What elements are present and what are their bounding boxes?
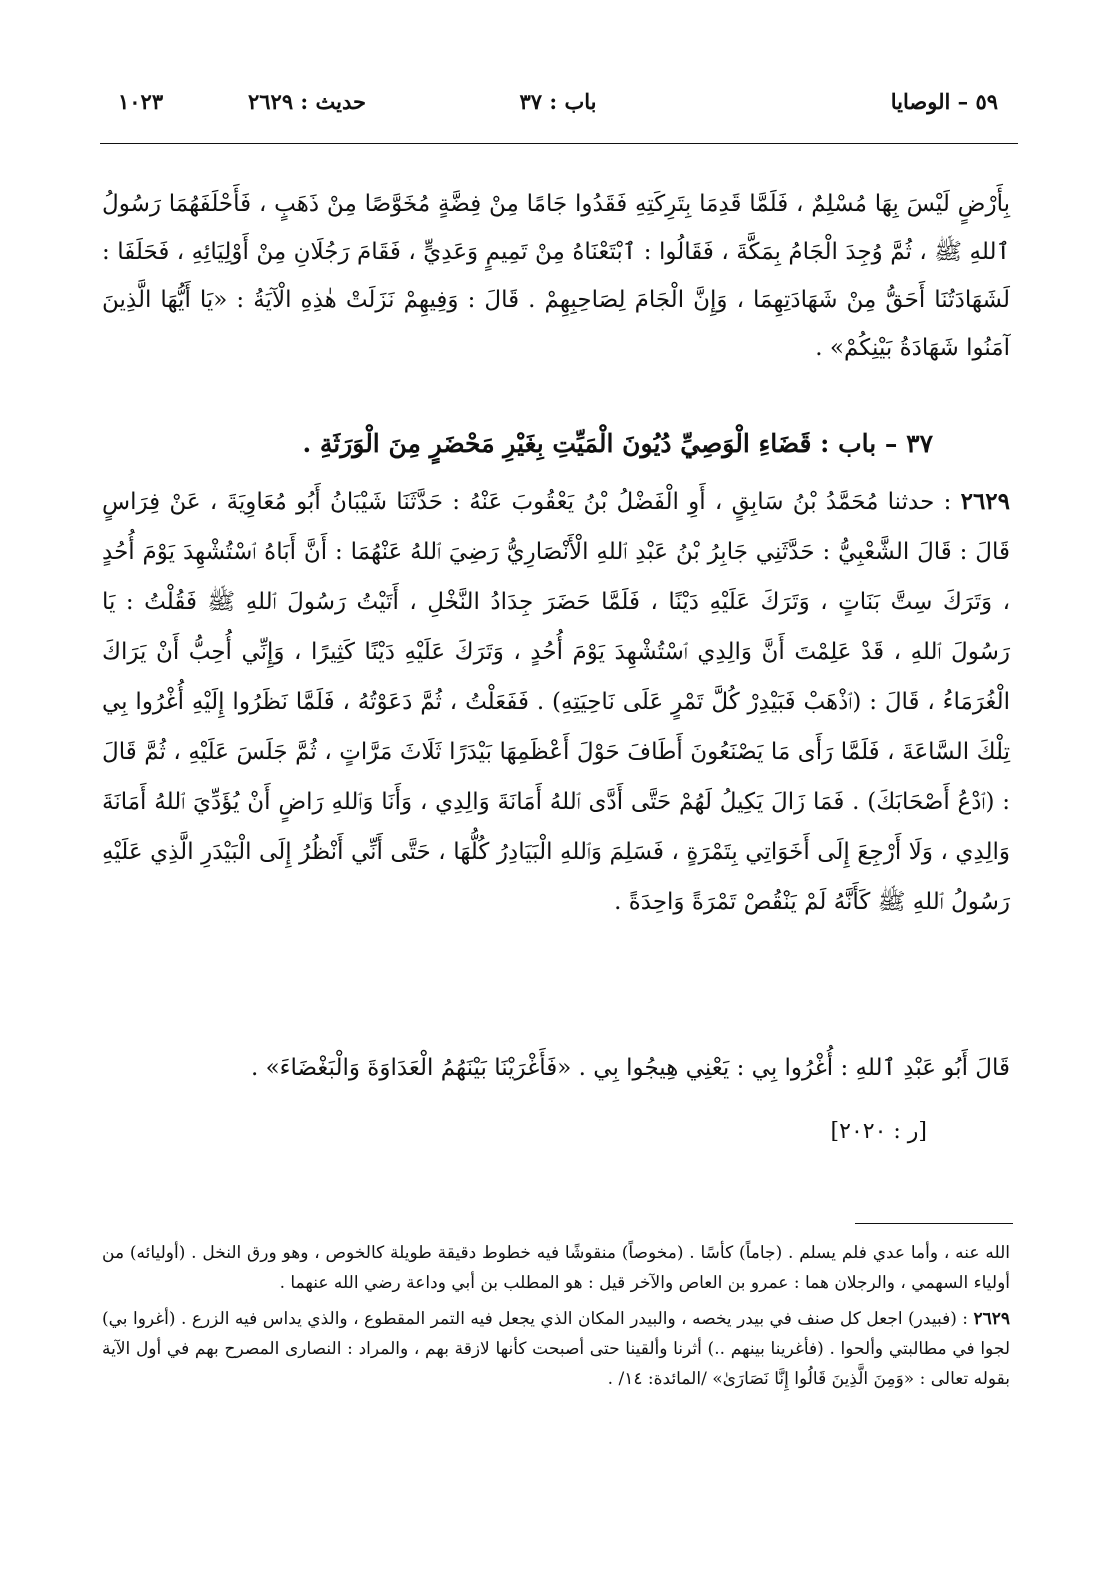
footnotes: [102, 1238, 1010, 1394]
continuation-paragraph: بِأَرْضٍ لَيْسَ بِهَا مُسْلِمٌ ، فَلَمَّا قَدِمَا بِتَرِكَتِهِ فَقَدُوا جَامًا مِنْ فِضَّةٍ مُخَوَّصًا مِنْ ذَهَبٍ ، فَأَحْلَفَهُمَا رَسُولُ ٱللهِ ﷺ ، ثُمَّ وُجِدَ الْجَامُ بِمَكَّةَ ، فَقَالُوا : ٱبْتَعْنَاهُ مِنْ تَمِيمٍ وَعَدِيٍّ ، فَقَامَ رَجُلَانِ مِنْ أَوْلِيَائِهِ ، فَحَلَفَا : لَشَهَادَتُنَا أَحَقُّ مِنْ شَهَادَتِهِمَا ، وَإِنَّ الْجَامَ لِصَاحِبِهِمْ . قَالَ : وَفِيهِمْ نَزَلَتْ هٰذِهِ الْآيَةُ : «يَا أَيُّهَا الَّذِينَ آمَنُوا شَهَادَةُ بَيْنِكُمْ» .: [102, 191, 1010, 361]
header-chapter: ٥٩ – الوصايا: [890, 89, 998, 114]
header-hadith-number: حديث : ٢٦٢٩: [248, 89, 366, 114]
footnote-continuation: الله عنه ، وأما عدي فلم يسلم . (جاماً) كأسًا . (مخوصاً) منقوشًا فيه خطوط دقيقة طويلة كالخوص ، وهو ورق النخل . (أوليائه) من أولياء السهمي ، والرجلان هما : عمرو بن العاص والآخر قيل : هو المطلب بن أبي وداعة رضي الله عنهما .: [102, 1243, 1010, 1293]
footnote-divider: [855, 1223, 1013, 1224]
hadith-paragraph: [102, 477, 1010, 927]
previous-hadith-continuation: [102, 180, 1010, 372]
explanation-paragraph: قَالَ أَبُو عَبْدِ ٱللهِ : أُغْرُوا بِي : يَعْنِي هِيجُوا بِي . «فَأَغْرَيْنَا بَيْنَهُمُ الْعَدَاوَةَ وَالْبَغْضَاءَ» .: [250, 1055, 1010, 1081]
running-header: [118, 84, 998, 120]
chapter-heading: ٣٧ – باب : قَضَاءِ الْوَصِيِّ دُيُونَ الْمَيِّتِ بِغَيْرِ مَحْضَرٍ مِنَ الْوَرَثَةِ .: [302, 429, 933, 458]
page-number: ١٠٢٣: [118, 89, 164, 114]
explanation-block: [102, 1044, 1010, 1092]
hadith-number: ٢٦٢٩: [960, 488, 1011, 515]
hadith-block: [102, 477, 1010, 927]
header-divider: [100, 143, 1018, 144]
header-bab: باب : ٣٧: [519, 89, 597, 114]
cross-reference: [ر : ٢٠٢٠]: [830, 1119, 927, 1144]
footnote-text: : (فبيدر) اجعل كل صنف في بيدر يخصه ، والبيدر المكان الذي يجعل فيه التمر المقطوع ، والذي يداس فيه الزرع . (أغروا بي) لجوا في مطالبتي وألحوا . (فأغرينا بينهم ..) أثرنا وألقينا حتى أصبحت كأنها لازقة بهم ، والمراد : النصارى المصرح بهم في أول الآية بقوله تعالى : «وَمِنَ الَّذِينَ قَالُوا إِنَّا نَصَارَىٰ» /المائدة: ١٤/ .: [102, 1309, 1010, 1389]
hadith-text: : حدثنا مُحَمَّدُ بْنُ سَابِقٍ ، أَوِ الْفَضْلُ بْنُ يَعْقُوبَ عَنْهُ : حَدَّثَنَا شَيْبَانُ أَبُو مُعَاوِيَةَ ، عَنْ فِرَاسٍ قَالَ : قَالَ الشَّعْبِيُّ : حَدَّثَنِي جَابِرُ بْنُ عَبْدِ ٱللهِ الْأَنْصَارِيُّ رَضِيَ ٱللهُ عَنْهُمَا : أَنَّ أَبَاهُ ٱسْتُشْهِدَ يَوْمَ أُحُدٍ ، وَتَرَكَ سِتَّ بَنَاتٍ ، وَتَرَكَ عَلَيْهِ دَيْنًا ، فَلَمَّا حَضَرَ جِدَادُ النَّخْلِ ، أَتَيْتُ رَسُولَ ٱللهِ ﷺ فَقُلْتُ : يَا رَسُولَ ٱللهِ ، قَدْ عَلِمْتَ أَنَّ وَالِدِي ٱسْتُشْهِدَ يَوْمَ أُحُدٍ ، وَتَرَكَ عَلَيْهِ دَيْنًا كَثِيرًا ، وَإِنِّي أُحِبُّ أَنْ يَرَاكَ الْغُرَمَاءُ ، قَالَ : (ٱذْهَبْ فَبَيْدِرْ كُلَّ تَمْرٍ عَلَى نَاحِيَتِهِ) . فَفَعَلْتُ ، ثُمَّ دَعَوْتُهُ ، فَلَمَّا نَظَرُوا إِلَيْهِ أُغْرُوا بِي تِلْكَ السَّاعَةَ ، فَلَمَّا رَأَى مَا يَصْنَعُونَ أَطَافَ حَوْلَ أَعْظَمِهَا بَيْدَرًا ثَلَاثَ مَرَّاتٍ ، ثُمَّ جَلَسَ عَلَيْهِ ، ثُمَّ قَالَ : (ٱدْعُ أَصْحَابَكَ) . فَمَا زَالَ يَكِيلُ لَهُمْ حَتَّى أَدَّى ٱللهُ أَمَانَةَ وَالِدِي ، وَأَنَا وَٱللهِ رَاضٍ أَنْ يُؤَدِّيَ ٱللهُ أَمَانَةَ وَالِدِي ، وَلَا أَرْجِعَ إِلَى أَخَوَاتِي بِتَمْرَةٍ ، فَسَلِمَ وَٱللهِ الْبَيَادِرُ كُلُّهَا ، حَتَّى أَنِّي أَنْظُرُ إِلَى الْبَيْدَرِ الَّذِي عَلَيْهِ رَسُولُ ٱللهِ ﷺ كَأَنَّهُ لَمْ يَنْقُصْ تَمْرَةً وَاحِدَةً .: [102, 489, 1010, 915]
footnote-number: ٢٦٢٩: [973, 1309, 1010, 1329]
footnote-item: [102, 1304, 1010, 1394]
